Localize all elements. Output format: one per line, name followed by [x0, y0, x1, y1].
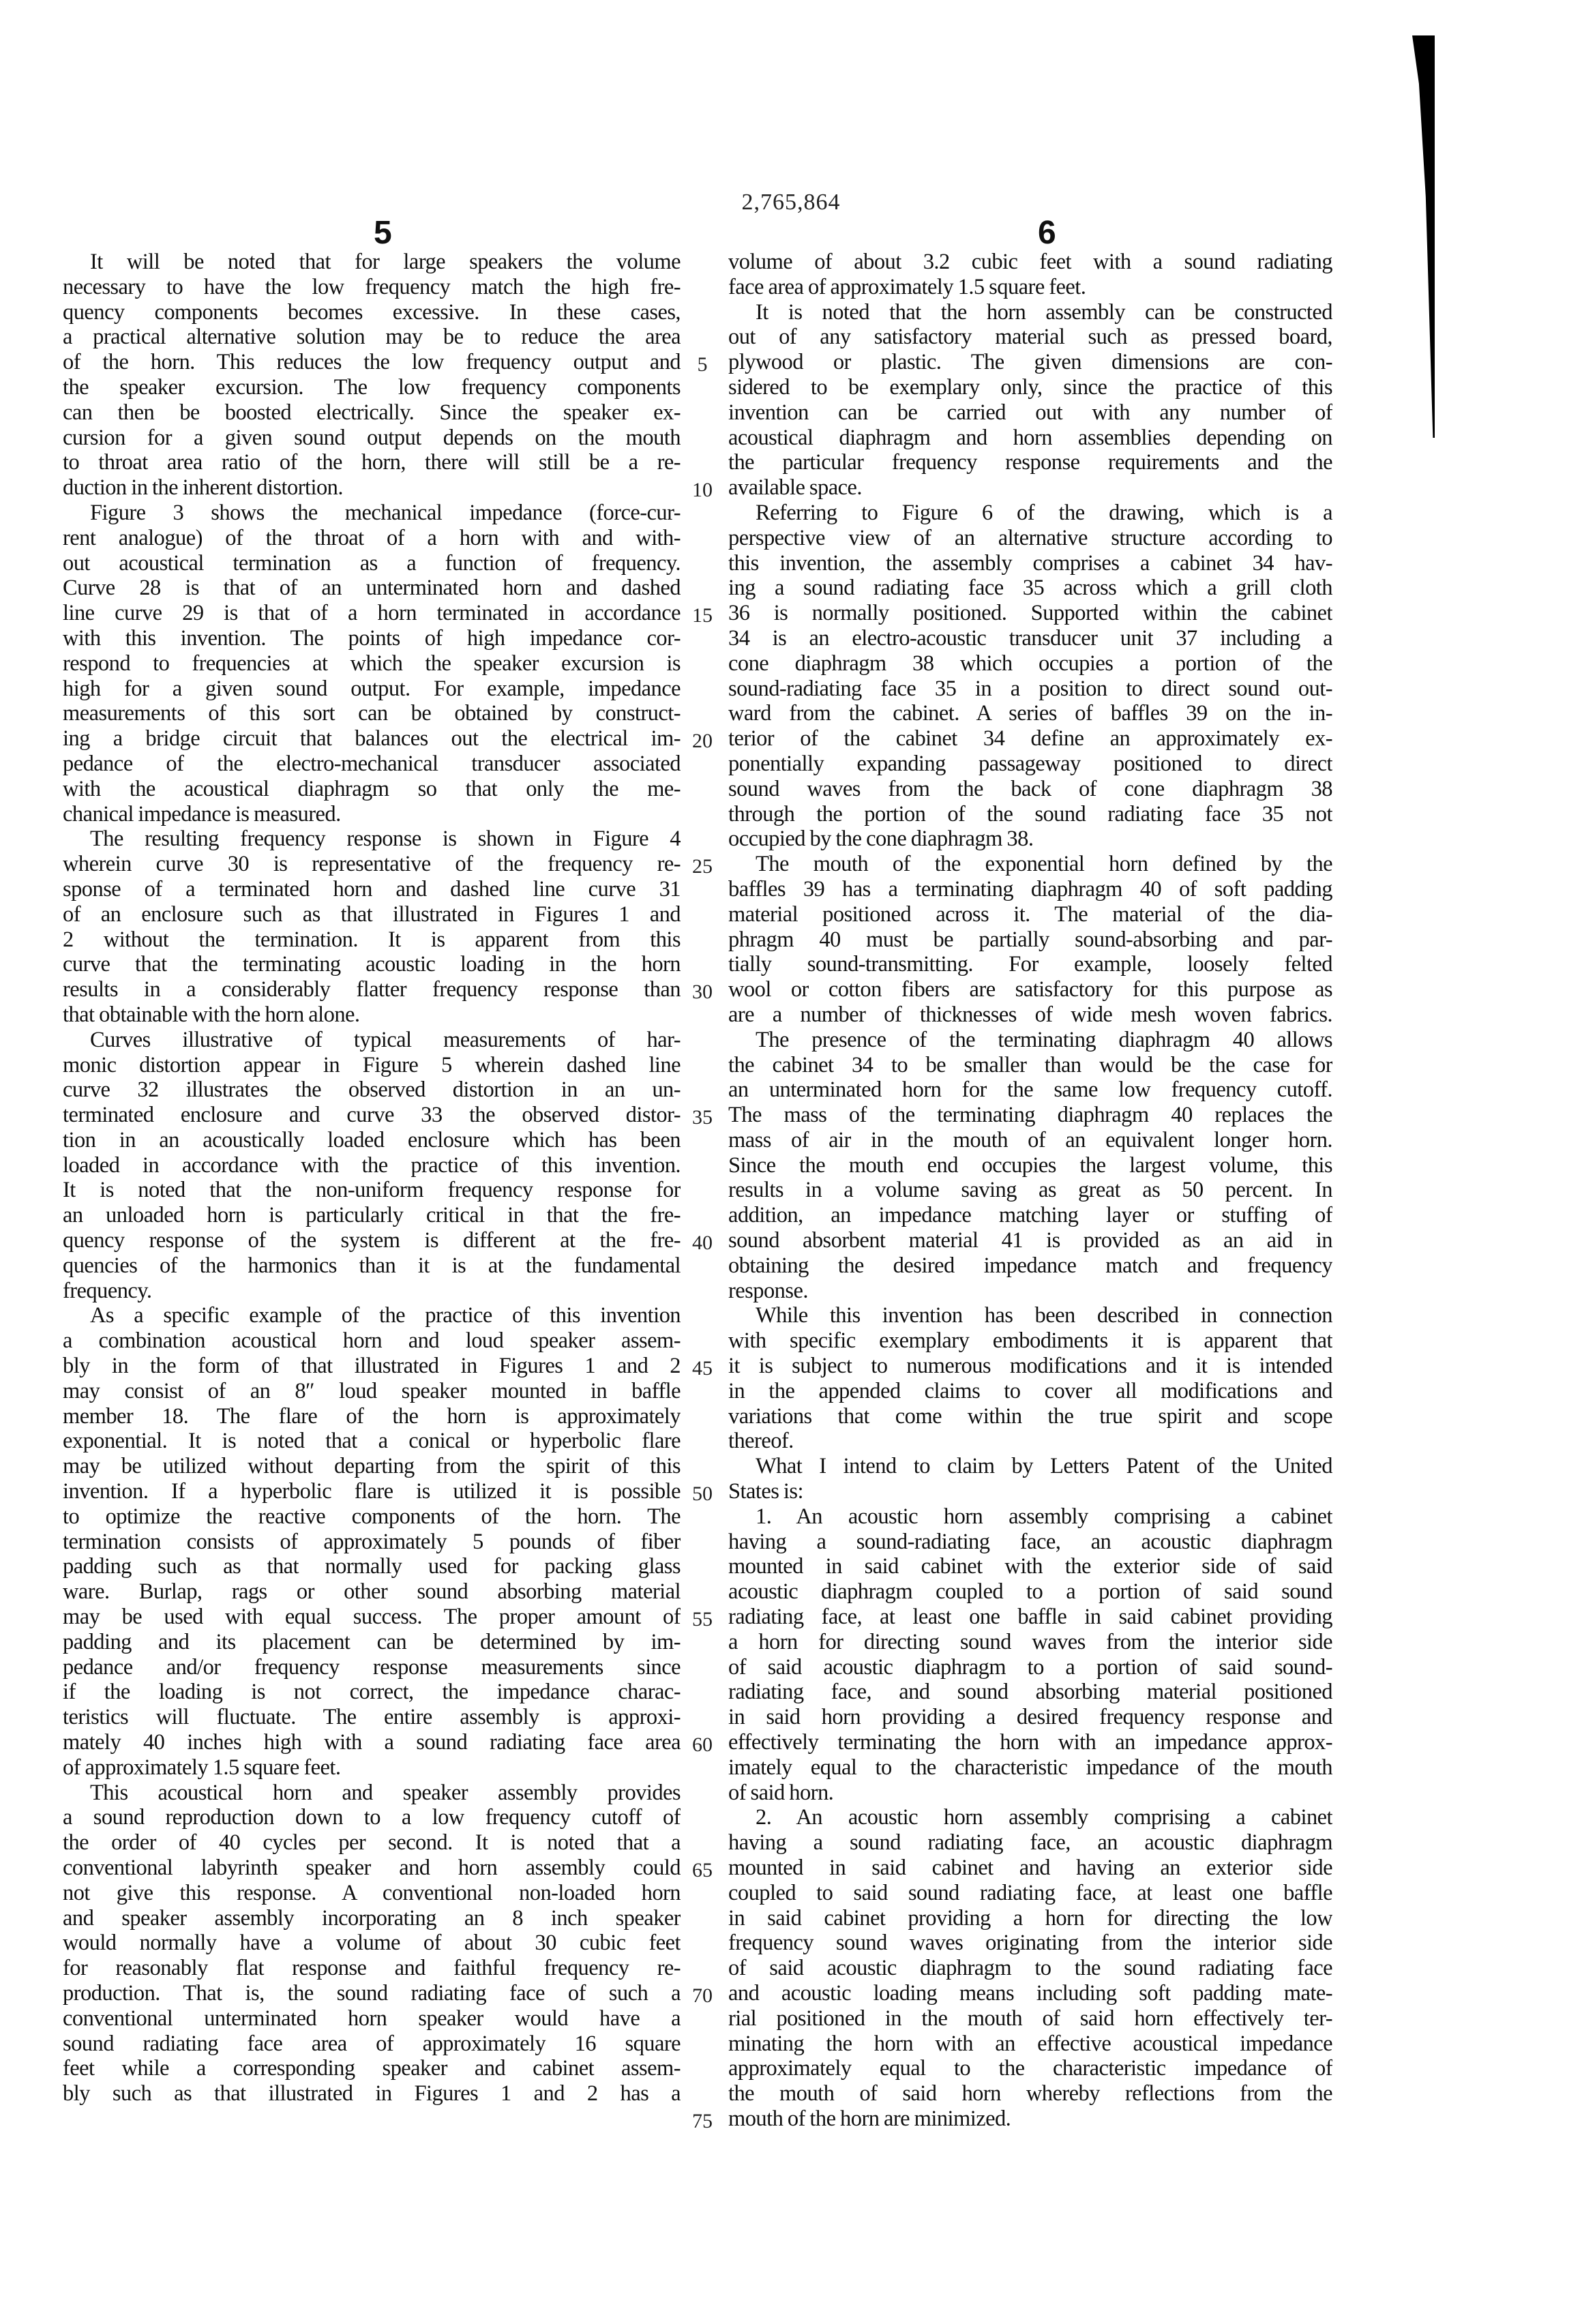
text-line: and speaker assembly incorporating an 8 inch speaker	[63, 1905, 681, 1931]
text-line: The mass of the terminating diaphragm 40 replaces the	[728, 1103, 1332, 1128]
text-line: can then be boosted electrically. Since the speaker ex-	[63, 400, 681, 425]
text-line: wherein curve 30 is representative of the frequency re-	[63, 852, 681, 877]
text-line: and acoustic loading means including soft padding mate-	[728, 1980, 1332, 2006]
text-line: with the acoustical diaphragm so that only the me-	[63, 776, 681, 801]
text-line: for reasonably flat response and faithful frequency re-	[63, 1956, 681, 1981]
text-line: Curves illustrative of typical measurements of har-	[90, 1027, 681, 1052]
text-line: variations that come within the true spirit and scope	[728, 1403, 1332, 1429]
text-line: response.	[728, 1278, 808, 1303]
text-line: in said cabinet providing a horn for directing the low	[728, 1905, 1332, 1931]
text-line: wool or cotton fibers are satisfactory for this purpose as	[728, 977, 1332, 1002]
text-line: 34 is an electro-acoustic transducer unit 37 including a	[728, 625, 1332, 651]
text-line: acoustical diaphragm and horn assemblies depending on	[728, 425, 1332, 450]
text-line: out acoustical termination as a function of frequency.	[63, 550, 681, 576]
text-line: line curve 29 is that of a horn terminated in accordance	[63, 601, 681, 626]
text-line: feet while a corresponding speaker and cabinet assem-	[63, 2056, 681, 2081]
text-line: an unloaded horn is particularly critical in that the fre-	[63, 1203, 681, 1228]
text-line: ing a bridge circuit that balances out the electrical im-	[63, 726, 681, 751]
text-line: the cabinet 34 to be smaller than would be the case for	[728, 1052, 1332, 1077]
text-line: 2. An acoustic horn assembly comprising a cabinet	[756, 1805, 1332, 1830]
text-line: sidered to be exemplary only, since the practice of this	[728, 374, 1332, 400]
text-line: in said horn providing a desired frequency response and	[728, 1705, 1332, 1730]
text-line: invention can be carried out with any number of	[728, 400, 1332, 425]
text-line: States is:	[728, 1479, 803, 1504]
text-line: coupled to said sound radiating face, at least one baffle	[728, 1880, 1332, 1905]
text-line: a practical alternative solution may be to reduce the area	[63, 325, 681, 350]
line-number: 75	[692, 2110, 713, 2133]
text-line: having a sound-radiating face, an acoustic diaphragm	[728, 1529, 1332, 1554]
text-line: ward from the cabinet. A series of baffles 39 on the in-	[728, 701, 1332, 726]
text-line: radiating face, at least one baffle in said cabinet providing	[728, 1605, 1332, 1630]
text-line: sponse of a terminated horn and dashed line curve 31	[63, 876, 681, 902]
line-number: 65	[692, 1859, 713, 1882]
line-number: 25	[692, 855, 713, 878]
text-line: ware. Burlap, rags or other sound absorbing material	[63, 1579, 681, 1605]
text-line: the order of 40 cycles per second. It is noted that a	[63, 1830, 681, 1856]
text-line: rial positioned in the mouth of said horn effectively ter-	[728, 2006, 1332, 2031]
line-number: 20	[692, 730, 713, 753]
column-number-right: 6	[1038, 215, 1056, 251]
text-line: acoustic diaphragm coupled to a portion of said sound	[728, 1579, 1332, 1605]
line-number: 10	[692, 479, 713, 502]
text-line: high for a given sound output. For example, impedance	[63, 676, 681, 701]
text-line: may be used with equal success. The proper amount of	[63, 1605, 681, 1630]
text-line: having a sound radiating face, an acoustic diaphragm	[728, 1830, 1332, 1856]
text-line: to throat area ratio of the horn, there will still be a re-	[63, 450, 681, 475]
text-line: pedance of the electro-mechanical transducer associated	[63, 751, 681, 776]
line-number: 60	[692, 1733, 713, 1757]
text-line: the mouth of said horn whereby reflections from the	[728, 2081, 1332, 2106]
text-line: rent analogue) of the throat of a horn with and with-	[63, 525, 681, 550]
text-line: of approximately 1.5 square feet.	[63, 1755, 341, 1780]
text-line: addition, an impedance matching layer or stuffing of	[728, 1203, 1332, 1228]
text-line: approximately equal to the characteristic impedance of	[728, 2056, 1332, 2081]
right-text-column	[728, 250, 1332, 2132]
text-line: sound waves from the back of cone diaphragm 38	[728, 776, 1332, 801]
text-line: results in a volume saving as great as 50 percent. In	[728, 1178, 1332, 1203]
text-line: 36 is normally positioned. Supported within the cabinet	[728, 601, 1332, 626]
text-line: measurements of this sort can be obtained by construct-	[63, 701, 681, 726]
line-number: 15	[692, 604, 713, 627]
text-line: may consist of an 8″ loud speaker mounted in baffle	[63, 1378, 681, 1403]
text-line: The presence of the terminating diaphragm 40 allows	[756, 1027, 1332, 1052]
text-line: a sound reproduction down to a low frequency cutoff of	[63, 1805, 681, 1830]
text-line: While this invention has been described in connection	[756, 1303, 1332, 1328]
text-line: radiating face, and sound absorbing material positioned	[728, 1680, 1332, 1705]
text-line: duction in the inherent distortion.	[63, 475, 343, 501]
text-line: face area of approximately 1.5 square feet.	[728, 274, 1086, 299]
text-line: curve that the terminating acoustic loading in the horn	[63, 952, 681, 977]
text-line: with this invention. The points of high impedance cor-	[63, 625, 681, 651]
text-line: that obtainable with the horn alone.	[63, 1002, 360, 1027]
line-number: 35	[692, 1106, 713, 1129]
text-line: sound-radiating face 35 in a position to direct sound out-	[728, 676, 1332, 701]
text-line: As a specific example of the practice of this invention	[90, 1303, 681, 1328]
text-line: the particular frequency response requirements and the	[728, 450, 1332, 475]
text-line: respond to frequencies at which the speaker excursion is	[63, 651, 681, 676]
text-line: conventional labyrinth speaker and horn assembly could	[63, 1856, 681, 1880]
text-line: curve 32 illustrates the observed distortion in an un-	[63, 1077, 681, 1103]
text-line: It is noted that the non-uniform frequency response for	[63, 1178, 681, 1203]
text-line: frequency sound waves originating from the interior side	[728, 1931, 1332, 1956]
text-line: 2 without the termination. It is apparent from this	[63, 927, 681, 952]
text-line: member 18. The flare of the horn is approximately	[63, 1403, 681, 1429]
text-line: ponentially expanding passageway positioned to direct	[728, 751, 1332, 776]
text-line: if the loading is not correct, the impedance charac-	[63, 1680, 681, 1705]
text-line: bly in the form of that illustrated in Figures 1 and 2	[63, 1354, 681, 1379]
text-line: imately equal to the characteristic impedance of the mouth	[728, 1755, 1332, 1780]
text-line: out of any satisfactory material such as pressed board,	[728, 325, 1332, 350]
text-line: terminated enclosure and curve 33 the observed distor-	[63, 1103, 681, 1128]
text-line: frequency.	[63, 1278, 152, 1303]
text-line: tion in an acoustically loaded enclosure which has been	[63, 1127, 681, 1152]
text-line: The resulting frequency response is shown in Figure 4	[90, 826, 681, 852]
text-line: The mouth of the exponential horn defined by the	[756, 852, 1332, 877]
text-line: quencies of the harmonics than it is at the fundamental	[63, 1253, 681, 1278]
text-line: of said acoustic diaphragm to the sound radiating face	[728, 1956, 1332, 1981]
text-line: cursion for a given sound output depends on the mouth	[63, 425, 681, 450]
text-line: quency response of the system is different at the fre-	[63, 1228, 681, 1253]
text-line: monic distortion appear in Figure 5 wherein dashed line	[63, 1052, 681, 1077]
text-line: chanical impedance is measured.	[63, 801, 341, 826]
text-line: perspective view of an alternative structure according to	[728, 525, 1332, 550]
text-line: mass of air in the mouth of an equivalent longer horn.	[728, 1127, 1332, 1152]
text-line: ing a sound radiating face 35 across which a grill cloth	[728, 576, 1332, 601]
text-line: quency components becomes excessive. In these cases,	[63, 299, 681, 325]
text-line: mounted in said cabinet with the exterior side of said	[728, 1554, 1332, 1579]
text-line: loaded in accordance with the practice of this invention.	[63, 1152, 681, 1178]
text-line: of said horn.	[728, 1780, 834, 1805]
text-line: bly such as that illustrated in Figures 1 and 2 has a	[63, 2081, 681, 2106]
text-line: pedance and/or frequency response measurements since	[63, 1654, 681, 1680]
text-line: necessary to have the low frequency match the high fre-	[63, 274, 681, 299]
text-line: Referring to Figure 6 of the drawing, which is a	[756, 500, 1332, 525]
patent-number: 2,765,864	[741, 190, 841, 215]
text-line: production. That is, the sound radiating face of such a	[63, 1980, 681, 2006]
text-line: tially sound-transmitting. For example, loosely felted	[728, 952, 1332, 977]
text-line: mouth of the horn are minimized.	[728, 2106, 1011, 2131]
text-line: it is subject to numerous modifications and it is intended	[728, 1354, 1332, 1379]
text-line: to optimize the reactive components of the horn. The	[63, 1504, 681, 1529]
line-number: 45	[692, 1357, 713, 1380]
text-line: mately 40 inches high with a sound radiating face area	[63, 1730, 681, 1755]
text-line: Figure 3 shows the mechanical impedance (force-cur-	[90, 500, 681, 525]
text-line: exponential. It is noted that a conical or hyperbolic flare	[63, 1429, 681, 1454]
text-line: terior of the cabinet 34 define an approximately ex-	[728, 726, 1332, 751]
text-line: Since the mouth end occupies the largest volume, this	[728, 1152, 1332, 1178]
text-line: results in a considerably flatter frequency response than	[63, 977, 681, 1002]
text-line: This acoustical horn and speaker assembly provides	[90, 1780, 681, 1805]
text-line: termination consists of approximately 5 pounds of fiber	[63, 1529, 681, 1554]
text-line: would normally have a volume of about 30 cubic feet	[63, 1931, 681, 1956]
text-line: of the horn. This reduces the low frequency output and	[63, 350, 681, 375]
line-number: 5	[697, 353, 708, 376]
text-line: are a number of thicknesses of wide mesh woven fabrics.	[728, 1002, 1332, 1027]
line-number: 40	[692, 1232, 713, 1255]
text-line: Curve 28 is that of an unterminated horn and dashed	[63, 576, 681, 601]
text-line: padding and its placement can be determined by im-	[63, 1629, 681, 1654]
text-line: with specific exemplary embodiments it is apparent that	[728, 1328, 1332, 1354]
text-line: sound radiating face area of approximately 16 square	[63, 2031, 681, 2056]
text-line: mounted in said cabinet and having an exterior side	[728, 1856, 1332, 1880]
text-line: material positioned across it. The material of the dia-	[728, 902, 1332, 927]
text-line: phragm 40 must be partially sound-absorbing and par-	[728, 927, 1332, 952]
text-line: not give this response. A conventional non-loaded horn	[63, 1880, 681, 1905]
text-line: the speaker excursion. The low frequency components	[63, 374, 681, 400]
text-line: of said acoustic diaphragm to a portion of said sound-	[728, 1654, 1332, 1680]
text-line: effectively terminating the horn with an impedance approx-	[728, 1730, 1332, 1755]
line-number: 30	[692, 981, 713, 1004]
text-line: of an enclosure such as that illustrated in Figures 1 and	[63, 902, 681, 927]
text-line: a horn for directing sound waves from the interior side	[728, 1629, 1332, 1654]
text-line: 1. An acoustic horn assembly comprising a cabinet	[756, 1504, 1332, 1529]
text-line: cone diaphragm 38 which occupies a portion of the	[728, 651, 1332, 676]
text-line: It is noted that the horn assembly can be constructed	[756, 299, 1332, 325]
left-text-column	[63, 250, 681, 2106]
text-line: plywood or plastic. The given dimensions are con-	[728, 350, 1332, 375]
text-line: It will be noted that for large speakers the volume	[90, 250, 681, 274]
text-line: minating the horn with an effective acoustical impedance	[728, 2031, 1332, 2056]
text-line: available space.	[728, 475, 862, 501]
text-line: thereof.	[728, 1429, 794, 1454]
text-line: occupied by the cone diaphragm 38.	[728, 826, 1034, 852]
text-line: through the portion of the sound radiating face 35 not	[728, 801, 1332, 826]
text-line: volume of about 3.2 cubic feet with a sound radiating	[728, 250, 1332, 274]
text-line: may be utilized without departing from the spirit of this	[63, 1454, 681, 1479]
line-number: 70	[692, 1984, 713, 2008]
scan-edge-bar	[1412, 35, 1435, 438]
text-line: teristics will fluctuate. The entire assembly is approxi-	[63, 1705, 681, 1730]
text-line: invention. If a hyperbolic flare is utilized it is possible	[63, 1479, 681, 1504]
text-line: an unterminated horn for the same low frequency cutoff.	[728, 1077, 1332, 1103]
text-line: padding such as that normally used for packing glass	[63, 1554, 681, 1579]
text-line: obtaining the desired impedance match and frequency	[728, 1253, 1332, 1278]
text-line: a combination acoustical horn and loud speaker assem-	[63, 1328, 681, 1354]
column-number-left: 5	[374, 215, 392, 251]
text-line: conventional unterminated horn speaker would have a	[63, 2006, 681, 2031]
text-line: in the appended claims to cover all modifications and	[728, 1378, 1332, 1403]
text-line: What I intend to claim by Letters Patent of the United	[756, 1454, 1332, 1479]
text-line: sound absorbent material 41 is provided as an aid in	[728, 1228, 1332, 1253]
line-number: 50	[692, 1483, 713, 1506]
text-line: this invention, the assembly comprises a cabinet 34 hav-	[728, 550, 1332, 576]
line-number: 55	[692, 1608, 713, 1631]
text-line: baffles 39 has a terminating diaphragm 40 of soft padding	[728, 876, 1332, 902]
